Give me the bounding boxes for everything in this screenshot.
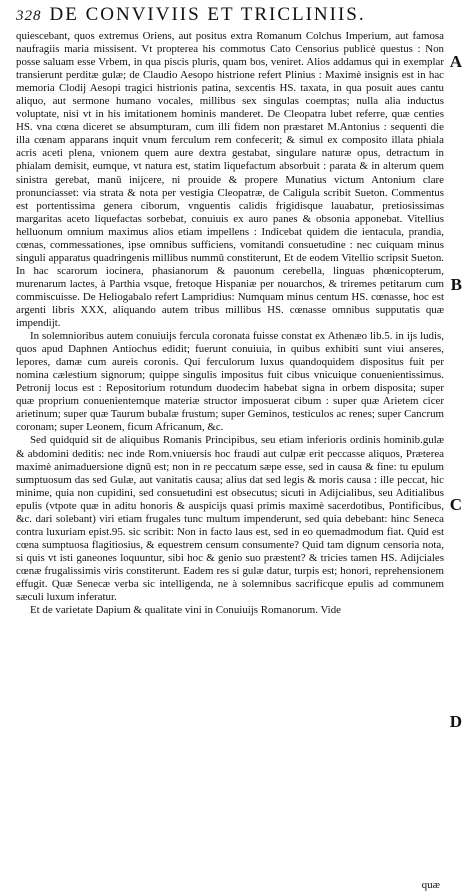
margin-letter-c: C bbox=[449, 495, 462, 514]
margin-letter-a: A bbox=[449, 52, 462, 71]
page-header bbox=[16, 4, 444, 26]
running-title: DE CONVIVIIS ET TRICLINIIS. bbox=[49, 4, 366, 25]
margin-letter-b: B bbox=[450, 275, 462, 294]
page-body bbox=[16, 30, 444, 617]
paragraph-2: In solemnioribus autem conuiuijs fercula coronata fuisse constat ex Athenæo lib.5. in ijs ludis, quos apud Daphnen Antiochus edidit; fuerunt conuiuia, in quibus exhibiti sunt viui anseres, lepores, damæ cum aureis coronis. Qui ferculorum luxus quandoquidem dispositus fuit per nomina cælestium signorum; quippe singulis impositus fuit cibus vnicuique conuenientissimus. Petronij locus est : Repositorium rotundum duodecim habebat signa in orbem disposita; super quæ proprium conuenientemque materiæ structor imposuerat cibum : super quæ Arietem cicer arietinum; super quæ Taurum bubalæ frustum; super Geminos, testiculos ac renes; super Cancrum coronam; super Leonem, ficum Africanum, &c. bbox=[16, 330, 444, 434]
paragraph-3: Sed quidquid sit de aliquibus Romanis Principibus, seu etiam inferioris ordinis hominib.gulæ & abdomini deditis: nec inde Rom.vniuersis hoc fraudi aut culpæ erit peccasse aliquos, Præterea maximè animaduersione dignū est; non in re peccatum sæpe esse, sed in causa & fine: tu epulum sumptuosum das sed Gulæ, aut vanitatis causa; alius dat sed legis & moris causa : ille peccat, hic minime, quia non cupidini, sed consuetudini est obsecutus; sicuti in Adijcialibus, seu Aditialibus epulis (vtpote quæ in aditu honoris & auspicijs quasi primis maximè sacerdotibus, Pontificibus, &c. dari solebant) viri etiam frugales tunc multum impenderunt, sed quia debebant: hinc Seneca contra luxuriam epist.95. sic scribit: Non in facto laus est, sed in eo quemadmodum fiat. Quid est cœna sumptuosa flagitiosius, & equestrem censum consumente? Quid tam dignum censoria nota, si quis vt isti ganeones loquuntur, sibi hoc & genio suo præstent? & tricies tamen HS. Adijciales cœnæ frugalissimis viris constiterunt. Eadem res si gulæ datur, turpis est; honori, reprehensionem effugit. Quæ Senecæ verba sic intelligenda, ne à solemnibus sacrificque epulis ad communem sæculi luxum inferatur. bbox=[16, 434, 444, 604]
catchword: quæ bbox=[421, 879, 440, 891]
page-number: 328 bbox=[16, 8, 42, 24]
margin-letter-d: D bbox=[449, 712, 462, 731]
paragraph-1: quiescebant, quos extremus Oriens, aut positus extra Romanum Colchus Imperium, aut famosa naufragiis maria missisent. Vt propterea his commotus Cato Censorius publicè questus : Non posse saluam esse Vrbem, in qua piscis pluris, quam bos, veniret. Alios addamus qui in exemplar transierunt perditæ gulæ; de Claudio Aesopo histrione refert Plinius : Maximè insignis est in hac memoria Clodij Aesopi tragici histrionis patina, sexcentis HS. taxata, in qua posuit aues cantu aliquo, aut sermone humano vocales, millibus sex singulas coemptas; nulla alia inductus voluptate, nisi vt in his imitationem hominis manderet. De Cleopatra lubet referre, quæ centies HS. vna cœna diceret se absumpturam, cum illi fidem non præstaret M.Antonius : sequenti die illa cœnam apparans inquit vnum ferculum rem confecerit; & simul ex composito illata phiala acris aceti plena, vnionem quem aure dextra gestabat, singulare naturæ opus, detractum in phialam demisit, eumque, vt natura est, statim liquefactum absorbuit : parata & in alterum quem sinistra gerebat, manū inijcere, ni prouide & propere Munatius victum Antonium clare pronunciasset: via strata & nota per vestigia Cleopatræ, de Caligula scribit Sueton. Commentus est portentissima genera ciborum, vnguentis calidis frigidisque lauabatur, pretiosissimas margaritas aceto liquefactas sorbebat, conuiuis ex auro panes & obsonia apponebat. Vitellius helluonum omnium maximus alios etiam impellens : Indicebat quidem die ientacula, prandia, cœnas, commessationes, ipse omnibus sufficiens, vomitandi consuetudine : nec cuiquam minus singuli apparatus quadringenis millibus nummū constiterunt, Et de eodem Vitellio scripsit Sueton. In hac scarorum iocinera, phasianorum & pauonum cerebella, linguas phœnicopterum, murenarum lactes, à Parthia vsque, fretoque Hispaniæ per nouarchos, & triremes petitarum cum commiscuisse. De Heliogabalo refert Lampridius: Numquam minus centum HS. cœnasse, hoc est argenti libris XXX, aliquando autem tribus millibus HS. cœnasse omnibus supputatis quæ impendijt. bbox=[16, 30, 444, 330]
paragraph-4: Et de varietate Dapium & qualitate vini in Conuiuijs Romanorum. Vide bbox=[30, 604, 341, 617]
